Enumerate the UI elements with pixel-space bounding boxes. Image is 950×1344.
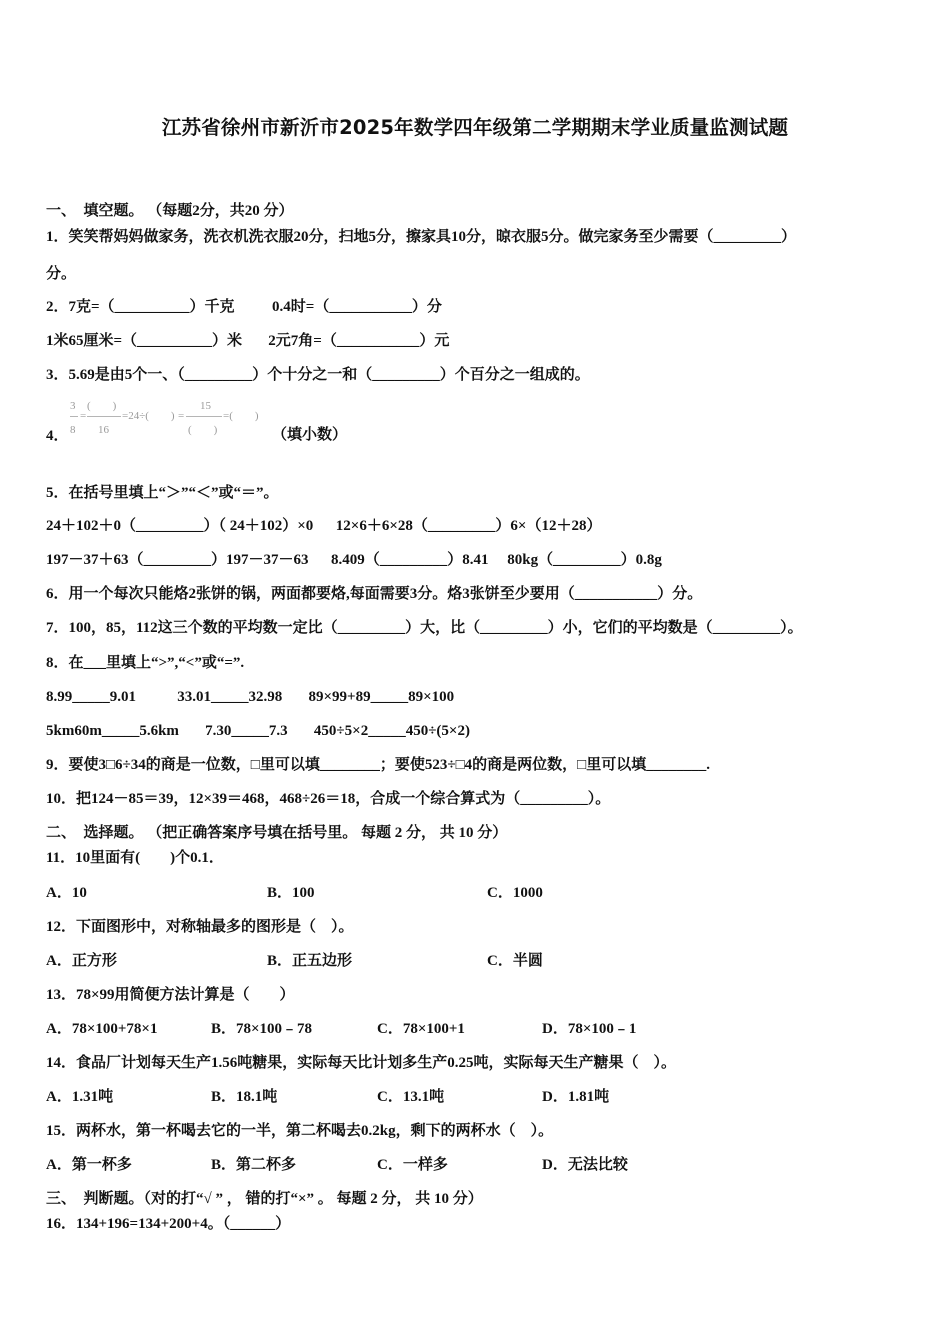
q2-line1: 2．7克=（__________）千克 0.4时=（___________）分	[46, 299, 442, 315]
q14-option-a: A．1.31吨	[46, 1089, 114, 1105]
q9-text: 9．要使3□6÷34的商是一位数，□里可以填________；要使523÷□4的商是两位数，□里可以填________.	[46, 757, 710, 773]
q4-d2: 16	[98, 424, 109, 436]
q12-option-c: C．半圆	[487, 953, 543, 969]
q11-option-c: C．1000	[487, 885, 543, 901]
q12-text: 12．下面图形中，对称轴最多的图形是（ ）。	[46, 919, 354, 935]
q12-option-a: A．正方形	[46, 953, 117, 969]
page-title: 江苏省徐州市新沂市2025年数学四年级第二学期期末学业质量监测试题	[161, 116, 789, 139]
q3-text: 3．5.69是由5个一、（_________）个十分之一和（_________）个百分之一组成的。	[46, 367, 590, 383]
q11-option-a: A．10	[46, 885, 87, 901]
q15-option-d: D．无法比较	[542, 1157, 628, 1173]
section-2-heading: 二、 选择题。 （把正确答案序号填在括号里。 每题 2 分， 共 10 分）	[46, 825, 508, 841]
q11-text: 11．10里面有( )个0.1．	[46, 850, 224, 866]
q14-text: 14．食品厂计划每天生产1.56吨糖果，实际每天比计划多生产0.25吨，实际每天生产糖果（ ）。	[46, 1055, 677, 1071]
q14-option-c: C．13.1吨	[377, 1089, 445, 1105]
q13-option-c: C．78×100+1	[377, 1021, 465, 1037]
q8-line3: 5km60m_____5.6km 7.30_____7.3 450÷5×2_____450÷(5×2)	[46, 723, 470, 739]
q8-line2: 8.99_____9.01 33.01_____32.98 89×99+89_____89×100	[46, 689, 455, 705]
q12-option-b: B．正五边形	[267, 953, 353, 969]
q13-option-d: D．78×100﹣1	[542, 1021, 637, 1037]
section-1-heading: 一、 填空题。 （每题2分，共20 分）	[46, 203, 294, 219]
q4-end: =( )	[223, 410, 259, 422]
q7-text: 7．100，85，112这三个数的平均数一定比（_________）大，比（_________）小，它们的平均数是（_________）。	[46, 620, 803, 636]
section-3-heading: 三、 判断题。（对的打“√ ” ， 错的打“×” 。 每题 2 分， 共 10 分）	[46, 1191, 483, 1207]
q15-option-b: B．第二杯多	[211, 1157, 297, 1173]
q15-option-a: A．第一杯多	[46, 1157, 132, 1173]
q1-line1: 1．笑笑帮妈妈做家务，洗衣机洗衣服20分，扫地5分，擦家具10分，晾衣服5分。做完家务至少需要（_________）	[46, 229, 797, 245]
q5-line2: 24＋102＋0（_________）（ 24＋102）×0 12×6＋6×28（_________）6×（12＋28）	[46, 518, 602, 534]
q4-note: （填小数）	[272, 427, 348, 443]
q6-text: 6．用一个每次只能烙2张饼的锅，两面都要烙,每面需要3分。烙3张饼至少要用（___________）分。	[46, 586, 703, 602]
q4-fraction-expression	[70, 398, 280, 444]
q16-text: 16．134+196=134+200+4。（______）	[46, 1216, 291, 1232]
q13-option-b: B．78×100﹣78	[211, 1021, 313, 1037]
q4-n3: 15	[200, 400, 211, 412]
q14-option-d: D．1.81吨	[542, 1089, 610, 1105]
q4-d1: 8	[70, 424, 76, 436]
q8-line1: 8．在___里填上“>”,“<”或“=”.	[46, 655, 245, 671]
q4-n1: 3	[70, 400, 76, 412]
q5-line1: 5．在括号里填上“＞”“＜”或“＝”。	[46, 485, 279, 501]
q4-eq1: =	[80, 410, 87, 422]
q5-line3: 197－37＋63（_________）197－37－63 8.409（_________）8.41 80kg（_________）0.8g	[46, 552, 662, 568]
q4-n2: ( )	[87, 400, 117, 412]
q14-option-b: B．18.1吨	[211, 1089, 278, 1105]
q10-text: 10．把124－85＝39，12×39＝468，468÷26＝18，合成一个综合算式为（_________）。	[46, 791, 611, 807]
q13-text: 13．78×99用简便方法计算是（ ）	[46, 987, 295, 1003]
q11-option-b: B．100	[267, 885, 315, 901]
q4-eq2: =	[178, 410, 185, 422]
q15-text: 15．两杯水，第一杯喝去它的一半，第二杯喝去0.2kg，剩下的两杯水（ ）。	[46, 1123, 554, 1139]
q2-line2: 1米65厘米=（__________）米 2元7角=（___________）元	[46, 333, 450, 349]
q15-option-c: C．一样多	[377, 1157, 448, 1173]
q1-line2: 分。	[46, 266, 77, 282]
q4-mid: =24÷( )	[122, 410, 175, 422]
q4-label: 4．	[46, 428, 69, 444]
q13-option-a: A．78×100+78×1	[46, 1021, 158, 1037]
q4-d3: ( )	[188, 424, 218, 436]
